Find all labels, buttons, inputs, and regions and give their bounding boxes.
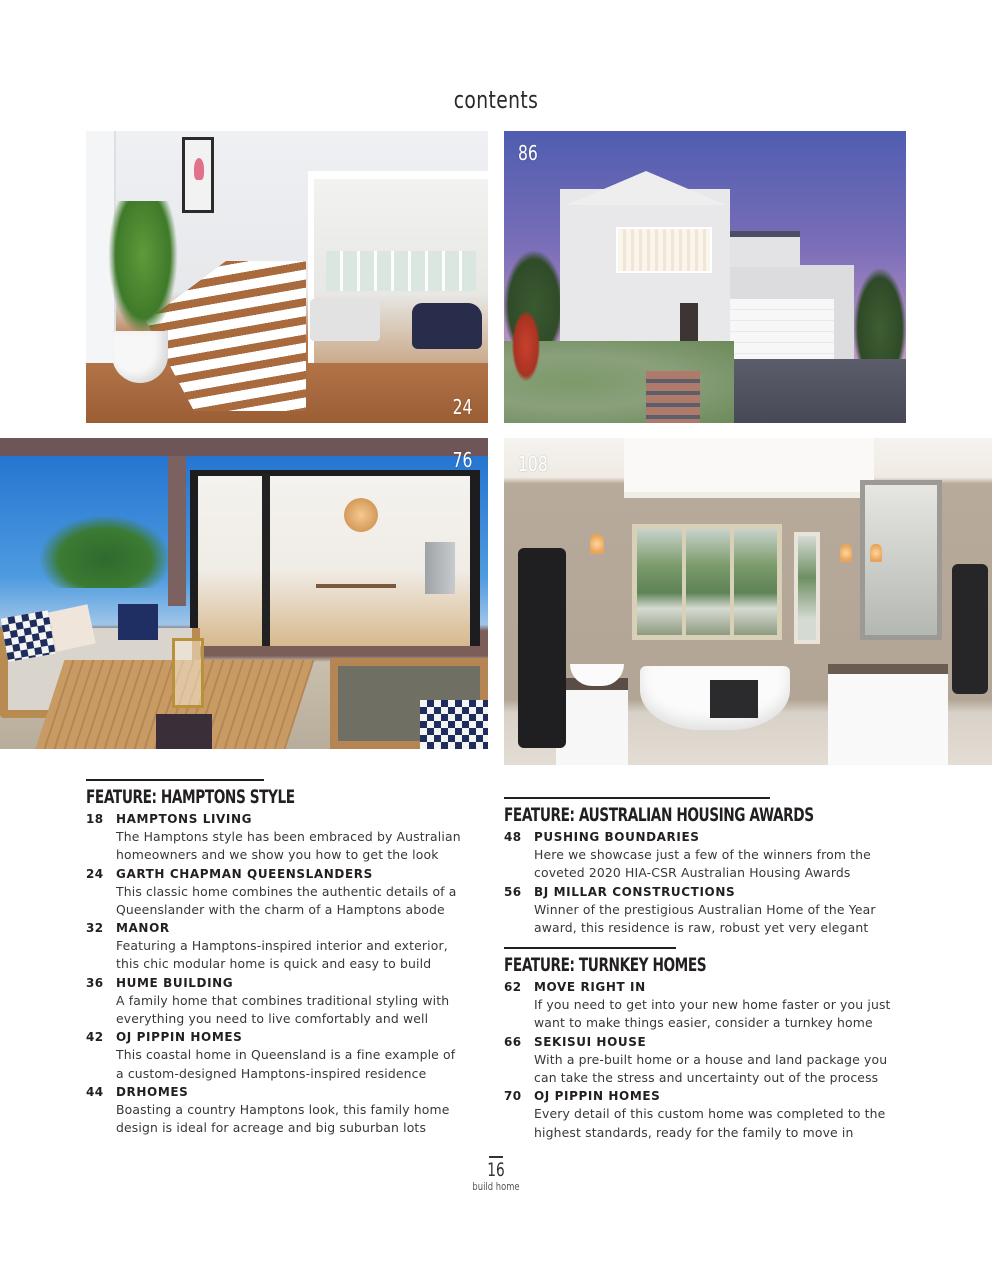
photo-detail-cushion [1,610,56,662]
photo-detail-windows [326,251,476,291]
entry-title: OJ PIPPIN HOMES [116,1030,243,1045]
contents-entry[interactable] [86,919,466,974]
photo-detail-upper-wing [720,231,800,267]
entry-description: Queenslander with the charm of a Hamptons abode [116,901,445,917]
entry-page-number: 62 [504,980,522,995]
photo-detail-vanity [828,664,948,765]
entry-description: Here we showcase just a few of the winners from the [534,847,871,862]
photo-detail-pendant-lamp [344,498,378,532]
photo-detail-lantern [172,638,204,708]
photo-detail-cushion [118,604,158,640]
photo-detail-garage-door [730,299,834,361]
photo-detail-steps [646,371,700,423]
photo-page-ref: 76 [452,448,472,472]
contents-entry[interactable] [86,810,466,865]
entry-description: This classic home combines the authentic details of a [116,883,457,899]
entry-description: A family home that combines traditional styling with [116,992,450,1008]
entry-title: MOVE RIGHT IN [534,980,646,995]
entry-description: a custom-designed Hamptons-inspired residence [116,1065,427,1081]
photo-detail-dining-table [316,584,396,620]
entry-description: Every detail of this custom home was completed to the [534,1106,886,1122]
section-rule [504,947,676,949]
photo-detail-towel [952,564,988,694]
photo-detail-towel [710,680,758,718]
photo-detail-trees [40,516,170,588]
photo-detail-side-window [794,532,820,644]
entry-title: PUSHING BOUNDARIES [534,830,700,844]
section-rule [86,779,264,781]
photo-detail-wall-light [840,544,852,562]
section-turnkey-homes [504,947,904,1142]
entry-title: HAMPTONS LIVING [116,812,253,826]
photo-detail-red-maple [512,311,540,381]
entry-title: BJ MILLAR CONSTRUCTIONS [534,884,736,899]
footer-page-number: 16 [487,1159,505,1181]
photo-house-exterior[interactable] [504,131,906,423]
footer-magazine-name: build home [472,1181,520,1193]
entry-page-number: 66 [504,1034,522,1049]
photo-detail-driveway [724,359,906,423]
photo-detail-ceiling [624,438,874,498]
photo-detail-wall-light [870,544,882,562]
entry-page-number: 48 [504,830,522,844]
entry-description: The Hamptons style has been embraced by Australian [116,829,461,844]
footer-rule [489,1156,503,1158]
section-title: FEATURE: TURNKEY HOMES [504,954,707,977]
photo-detail-vanity [556,678,628,765]
photo-detail-plant [108,201,178,336]
contents-entry[interactable] [504,883,904,938]
photo-detail-flamingo-art [182,137,214,213]
contents-entry[interactable] [86,1083,466,1138]
page-title: contents [453,86,539,114]
contents-entry[interactable] [86,865,466,920]
entry-description: Featuring a Hamptons-inspired interior and exterior, [116,938,448,954]
photo-page-ref: 86 [518,141,538,165]
entry-title: GARTH CHAPMAN QUEENSLANDERS [116,866,373,881]
entry-description: Boasting a country Hamptons look, this family home [116,1101,450,1117]
section-title: FEATURE: AUSTRALIAN HOUSING AWARDS [504,804,814,826]
section-title: FEATURE: HAMPTONS STYLE [86,786,295,808]
photo-detail-ceiling [0,438,488,456]
photo-detail-pillar [168,456,186,606]
photo-page-ref: 108 [518,452,548,476]
contents-entry[interactable] [504,978,904,1033]
photo-detail-fridge [425,542,455,594]
entry-description: With a pre-built home or a house and land package you [534,1051,888,1067]
photo-detail-sliding-door [262,474,270,646]
section-hamptons-style [86,779,466,1138]
photo-detail-window-mullion [730,524,734,640]
entry-page-number: 42 [86,1030,104,1045]
entry-page-number: 32 [86,921,104,936]
contents-entry[interactable] [504,1033,904,1088]
photo-alfresco[interactable] [0,438,488,749]
entry-page-number: 18 [86,812,104,826]
photo-bathroom[interactable] [504,438,992,765]
entry-title: HUME BUILDING [116,975,234,990]
photo-page-ref: 24 [452,395,472,419]
entry-description: homeowners and we show you how to get the look [116,847,439,863]
contents-entry[interactable] [504,828,904,883]
entry-title: DRHOMES [116,1084,189,1099]
entry-title: SEKISUI HOUSE [534,1034,647,1049]
contents-entry[interactable] [86,974,466,1029]
photo-detail-house-facade [560,189,730,359]
entry-description: this chic modular home is quick and easy to build [116,956,432,972]
photo-staircase-interior[interactable] [86,131,488,423]
entry-page-number: 56 [504,884,522,899]
page-footer [0,1156,992,1194]
photo-detail-wall-light [590,534,604,554]
photo-detail-window-mullion [682,524,686,640]
photo-detail-cushion [420,700,488,749]
entry-page-number: 24 [86,866,104,881]
photo-detail-window [632,524,782,640]
entry-title: OJ PIPPIN HOMES [534,1089,661,1104]
entry-description: If you need to get into your new home faster or you just [534,997,891,1013]
entry-description: want to make things easier, consider a turnkey home [534,1015,873,1031]
entry-description: can take the stress and uncertainty out of the process [534,1070,879,1086]
photo-detail-towel [518,548,566,748]
entry-page-number: 36 [86,975,104,990]
contents-column-left [86,779,466,1148]
entry-description: award, this residence is raw, robust yet very elegant [534,919,869,935]
entry-page-number: 44 [86,1084,104,1099]
contents-entry[interactable] [504,1087,904,1142]
entry-description: highest standards, ready for the family to move in [534,1124,854,1140]
entry-page-number: 70 [504,1089,522,1104]
entry-description: design is ideal for acreage and big suburban lots [116,1120,427,1136]
entry-description: everything you need to live comfortably and well [116,1011,429,1027]
photo-detail-book [156,714,212,749]
photo-detail-balcony [616,227,712,273]
photo-detail-armchair [412,303,482,349]
entry-title: MANOR [116,921,170,936]
section-australian-housing-awards [504,797,904,937]
section-rule [504,797,770,799]
photo-detail-sofa [310,299,380,341]
contents-column-right [504,797,904,1152]
photo-detail-gable-roof [566,171,726,205]
contents-entry[interactable] [86,1028,466,1083]
photo-detail-cushion [48,604,95,651]
entry-description: This coastal home in Queensland is a fine example of [116,1047,456,1063]
entry-description: coveted 2020 HIA-CSR Australian Housing Awards [534,865,851,881]
entry-description: Winner of the prestigious Australian Home of the Year [534,901,876,917]
